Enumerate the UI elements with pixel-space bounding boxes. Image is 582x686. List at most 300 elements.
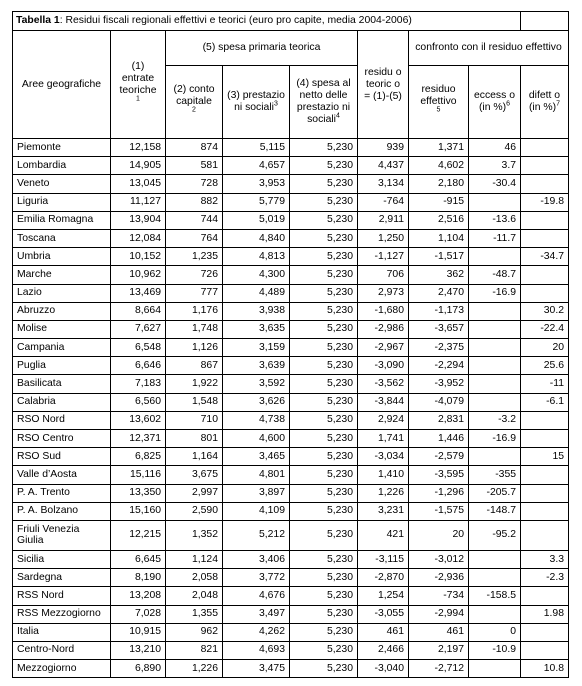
cell-residuo-effettivo: 362 [409,266,469,284]
cell-residuo-teorico: -3,115 [358,550,409,568]
row-area-name: P. A. Bolzano [13,502,111,520]
cell-residuo-effettivo: -3,657 [409,320,469,338]
cell-eccesso: -355 [469,466,521,484]
cell-prestazioni: 4,738 [223,411,290,429]
table-row [13,375,569,393]
cell-difetto [521,623,569,641]
header-difetto-note: 7 [556,100,561,108]
cell-difetto: -19.8 [521,193,569,211]
cell-eccesso [469,448,521,466]
cell-residuo-effettivo: 1,446 [409,430,469,448]
cell-eccesso [469,339,521,357]
header-entrate-note: 1 [136,95,140,103]
cell-residuo-effettivo: 1,104 [409,229,469,247]
cell-residuo-effettivo: 2,197 [409,641,469,659]
header-eccesso-note: 6 [506,100,511,108]
cell-residuo-teorico: 706 [358,266,409,284]
header-netto-note: 4 [335,112,340,120]
cell-eccesso: -3.2 [469,411,521,429]
cell-residuo-teorico: 1,410 [358,466,409,484]
table-row [13,157,569,175]
header-difetto-label: difett o (in %) [528,90,561,113]
table-row [13,229,569,247]
cell-conto-capitale: 2,048 [166,587,223,605]
cell-conto-capitale: 777 [166,284,223,302]
cell-eccesso [469,660,521,678]
cell-conto-capitale: 1,176 [166,302,223,320]
cell-difetto: -11 [521,375,569,393]
table-row [13,357,569,375]
cell-conto-capitale: 962 [166,623,223,641]
table-body [13,139,569,678]
cell-conto-capitale: 1,164 [166,448,223,466]
cell-residuo-effettivo: 2,470 [409,284,469,302]
cell-entrate: 13,210 [111,641,166,659]
table-title-label: Tabella 1 [16,15,60,26]
cell-spesa-netto: 5,230 [290,623,358,641]
cell-conto-capitale: 1,226 [166,660,223,678]
cell-residuo-teorico: 1,226 [358,484,409,502]
cell-entrate: 6,548 [111,339,166,357]
cell-residuo-effettivo: 2,831 [409,411,469,429]
cell-eccesso: -95.2 [469,520,521,550]
cell-spesa-netto: 5,230 [290,211,358,229]
cell-eccesso: 0 [469,623,521,641]
cell-spesa-netto: 5,230 [290,569,358,587]
cell-conto-capitale: 744 [166,211,223,229]
row-area-name: Piemonte [13,139,111,157]
cell-residuo-teorico: 3,134 [358,175,409,193]
cell-difetto [521,229,569,247]
cell-residuo-teorico: -3,034 [358,448,409,466]
cell-difetto [521,641,569,659]
row-area-name: Sicilia [13,550,111,568]
cell-prestazioni: 3,497 [223,605,290,623]
cell-residuo-teorico: 939 [358,139,409,157]
cell-spesa-netto: 5,230 [290,302,358,320]
cell-difetto: -22.4 [521,320,569,338]
cell-conto-capitale: 710 [166,411,223,429]
cell-difetto [521,502,569,520]
header-aree-label: Aree geografiche [21,78,102,90]
row-area-name: RSO Nord [13,411,111,429]
cell-eccesso [469,248,521,266]
cell-residuo-effettivo: -1,575 [409,502,469,520]
cell-residuo-teorico: 1,250 [358,229,409,247]
cell-conto-capitale: 821 [166,641,223,659]
table-row [13,248,569,266]
cell-spesa-netto: 5,230 [290,484,358,502]
cell-entrate: 6,825 [111,448,166,466]
cell-spesa-netto: 5,230 [290,466,358,484]
table-row [13,484,569,502]
table-container [12,11,569,678]
title-empty-cell [521,12,569,31]
cell-difetto [521,520,569,550]
header-entrate-label: (1) entrate teoriche [119,60,157,96]
cell-residuo-effettivo: -1,173 [409,302,469,320]
cell-eccesso [469,605,521,623]
cell-residuo-effettivo: 2,516 [409,211,469,229]
table-row [13,660,569,678]
row-area-name: Italia [13,623,111,641]
cell-prestazioni: 3,626 [223,393,290,411]
row-area-name: RSS Nord [13,587,111,605]
header-residuo-teorico-label: residu o teoric o = (1)-(5) [364,66,402,102]
row-area-name: Calabria [13,393,111,411]
cell-residuo-effettivo: 20 [409,520,469,550]
cell-difetto [521,587,569,605]
cell-prestazioni: 5,779 [223,193,290,211]
cell-prestazioni: 3,897 [223,484,290,502]
cell-prestazioni: 3,406 [223,550,290,568]
cell-entrate: 6,890 [111,660,166,678]
cell-residuo-effettivo: -2,712 [409,660,469,678]
cell-residuo-teorico: 1,741 [358,430,409,448]
cell-eccesso: -148.7 [469,502,521,520]
header-residuo-effettivo [409,66,469,139]
cell-residuo-effettivo: -2,579 [409,448,469,466]
cell-prestazioni: 3,639 [223,357,290,375]
cell-entrate: 8,190 [111,569,166,587]
cell-entrate: 12,371 [111,430,166,448]
header-eccesso-label: eccess o (in %) [473,90,515,113]
cell-spesa-netto: 5,230 [290,411,358,429]
cell-prestazioni: 4,840 [223,229,290,247]
header-residuo-teorico [358,31,409,139]
table-row [13,339,569,357]
cell-residuo-teorico: -1,680 [358,302,409,320]
cell-eccesso [469,550,521,568]
cell-entrate: 6,645 [111,550,166,568]
cell-conto-capitale: 801 [166,430,223,448]
header-prestazioni [223,66,290,139]
cell-prestazioni: 4,801 [223,466,290,484]
cell-residuo-effettivo: -2,294 [409,357,469,375]
cell-spesa-netto: 5,230 [290,430,358,448]
row-area-name: Mezzogiorno [13,660,111,678]
cell-residuo-teorico: -2,967 [358,339,409,357]
row-area-name: Abruzzo [13,302,111,320]
cell-difetto: 1.98 [521,605,569,623]
row-area-name: Marche [13,266,111,284]
cell-difetto: 20 [521,339,569,357]
cell-eccesso: -11.7 [469,229,521,247]
table-row [13,393,569,411]
cell-prestazioni: 3,475 [223,660,290,678]
cell-spesa-netto: 5,230 [290,448,358,466]
cell-conto-capitale: 1,126 [166,339,223,357]
cell-conto-capitale: 581 [166,157,223,175]
cell-residuo-teorico: -2,870 [358,569,409,587]
row-area-name: RSO Sud [13,448,111,466]
cell-eccesso: 3.7 [469,157,521,175]
cell-residuo-effettivo: -1,517 [409,248,469,266]
cell-residuo-teorico: -3,090 [358,357,409,375]
cell-spesa-netto: 5,230 [290,375,358,393]
cell-difetto [521,139,569,157]
cell-eccesso [469,357,521,375]
cell-conto-capitale: 867 [166,357,223,375]
cell-residuo-teorico: -3,040 [358,660,409,678]
cell-entrate: 7,183 [111,375,166,393]
table-row [13,448,569,466]
cell-difetto: -6.1 [521,393,569,411]
cell-entrate: 14,905 [111,157,166,175]
cell-residuo-effettivo: 461 [409,623,469,641]
cell-difetto [521,411,569,429]
cell-spesa-netto: 5,230 [290,175,358,193]
cell-residuo-teorico: 2,924 [358,411,409,429]
cell-spesa-netto: 5,230 [290,157,358,175]
cell-prestazioni: 4,262 [223,623,290,641]
cell-eccesso: 46 [469,139,521,157]
cell-eccesso [469,393,521,411]
cell-difetto [521,175,569,193]
cell-eccesso: -30.4 [469,175,521,193]
cell-prestazioni: 5,212 [223,520,290,550]
cell-prestazioni: 4,813 [223,248,290,266]
cell-residuo-effettivo: 4,602 [409,157,469,175]
cell-residuo-effettivo: -734 [409,587,469,605]
cell-difetto [521,284,569,302]
table-row [13,284,569,302]
table-row [13,502,569,520]
row-area-name: Centro-Nord [13,641,111,659]
cell-eccesso [469,302,521,320]
fiscal-residuals-table [12,11,569,678]
table-row [13,569,569,587]
header-netto-label: (4) spesa al netto delle prestazio ni sociali [296,78,351,125]
table-row [13,139,569,157]
cell-conto-capitale: 1,124 [166,550,223,568]
cell-spesa-netto: 5,230 [290,266,358,284]
cell-spesa-netto: 5,230 [290,393,358,411]
cell-entrate: 10,962 [111,266,166,284]
cell-entrate: 6,560 [111,393,166,411]
cell-eccesso: -16.9 [469,284,521,302]
table-row [13,175,569,193]
table-row [13,302,569,320]
header-netto [290,66,358,139]
cell-prestazioni: 4,693 [223,641,290,659]
cell-eccesso: -205.7 [469,484,521,502]
cell-prestazioni: 5,115 [223,139,290,157]
row-area-name: Emilia Romagna [13,211,111,229]
cell-prestazioni: 3,592 [223,375,290,393]
cell-residuo-effettivo: -4,079 [409,393,469,411]
row-area-name: Campania [13,339,111,357]
cell-entrate: 8,664 [111,302,166,320]
cell-residuo-effettivo: 1,371 [409,139,469,157]
row-area-name: Puglia [13,357,111,375]
cell-residuo-effettivo: -3,595 [409,466,469,484]
cell-residuo-teorico: 4,437 [358,157,409,175]
table-row [13,430,569,448]
table-row [13,320,569,338]
table-row [13,266,569,284]
cell-eccesso [469,320,521,338]
cell-residuo-effettivo: -2,936 [409,569,469,587]
cell-spesa-netto: 5,230 [290,502,358,520]
cell-spesa-netto: 5,230 [290,660,358,678]
cell-conto-capitale: 1,748 [166,320,223,338]
table-row [13,623,569,641]
header-entrate [111,31,166,139]
row-area-name: Basilicata [13,375,111,393]
cell-difetto: 10.8 [521,660,569,678]
cell-residuo-teorico: -1,127 [358,248,409,266]
row-area-name: Friuli Venezia Giulia [13,520,111,550]
cell-prestazioni: 3,953 [223,175,290,193]
cell-conto-capitale: 3,675 [166,466,223,484]
cell-eccesso [469,569,521,587]
cell-spesa-netto: 5,230 [290,357,358,375]
cell-conto-capitale: 1,235 [166,248,223,266]
cell-spesa-netto: 5,230 [290,587,358,605]
table-row [13,587,569,605]
cell-residuo-effettivo: -3,012 [409,550,469,568]
cell-prestazioni: 4,657 [223,157,290,175]
header-eccesso [469,66,521,139]
cell-residuo-teorico: 421 [358,520,409,550]
row-area-name: Toscana [13,229,111,247]
cell-residuo-effettivo: -2,994 [409,605,469,623]
cell-entrate: 10,915 [111,623,166,641]
row-area-name: Liguria [13,193,111,211]
cell-entrate: 6,646 [111,357,166,375]
row-area-name: Umbria [13,248,111,266]
cell-residuo-effettivo: -2,375 [409,339,469,357]
cell-entrate: 13,602 [111,411,166,429]
cell-eccesso: -158.5 [469,587,521,605]
cell-entrate: 15,116 [111,466,166,484]
table-title [13,12,521,31]
cell-residuo-teorico: -3,562 [358,375,409,393]
cell-entrate: 12,158 [111,139,166,157]
cell-spesa-netto: 5,230 [290,605,358,623]
cell-conto-capitale: 1,548 [166,393,223,411]
header-conto-note: 2 [192,106,196,114]
cell-prestazioni: 3,465 [223,448,290,466]
cell-entrate: 15,160 [111,502,166,520]
cell-entrate: 10,152 [111,248,166,266]
table-row [13,466,569,484]
cell-residuo-teorico: -3,844 [358,393,409,411]
header-prestazioni-note: 3 [273,100,278,108]
cell-eccesso: -48.7 [469,266,521,284]
row-area-name: RSO Centro [13,430,111,448]
header-conto [166,66,223,139]
header-difetto [521,66,569,139]
cell-prestazioni: 3,938 [223,302,290,320]
cell-residuo-teorico: 2,911 [358,211,409,229]
cell-residuo-teorico: 2,466 [358,641,409,659]
header-aree [13,31,111,139]
cell-prestazioni: 3,159 [223,339,290,357]
cell-entrate: 13,208 [111,587,166,605]
cell-spesa-netto: 5,230 [290,641,358,659]
cell-entrate: 7,028 [111,605,166,623]
table-row [13,411,569,429]
header-spesa-group-label: (5) spesa primaria teorica [202,42,321,53]
cell-conto-capitale: 2,997 [166,484,223,502]
row-area-name: RSS Mezzogiorno [13,605,111,623]
cell-spesa-netto: 5,230 [290,248,358,266]
cell-difetto: 15 [521,448,569,466]
cell-entrate: 13,350 [111,484,166,502]
header-confronto-group-label: confronto con il residuo effettivo [415,42,562,53]
cell-eccesso: -10.9 [469,641,521,659]
table-row [13,605,569,623]
cell-prestazioni: 4,600 [223,430,290,448]
table-row [13,211,569,229]
cell-conto-capitale: 1,922 [166,375,223,393]
cell-residuo-effettivo: 2,180 [409,175,469,193]
cell-spesa-netto: 5,230 [290,339,358,357]
row-area-name: Lazio [13,284,111,302]
cell-prestazioni: 3,635 [223,320,290,338]
cell-entrate: 13,469 [111,284,166,302]
cell-conto-capitale: 728 [166,175,223,193]
cell-residuo-teorico: 2,973 [358,284,409,302]
cell-prestazioni: 4,109 [223,502,290,520]
cell-difetto: -2.3 [521,569,569,587]
cell-entrate: 11,127 [111,193,166,211]
cell-conto-capitale: 1,352 [166,520,223,550]
cell-difetto [521,266,569,284]
cell-eccesso [469,375,521,393]
cell-residuo-teorico: 461 [358,623,409,641]
cell-spesa-netto: 5,230 [290,193,358,211]
cell-difetto: 3.3 [521,550,569,568]
cell-conto-capitale: 1,355 [166,605,223,623]
cell-difetto [521,466,569,484]
table-row [13,641,569,659]
cell-difetto [521,430,569,448]
cell-difetto [521,211,569,229]
cell-prestazioni: 5,019 [223,211,290,229]
table-title-text: : Residui fiscali regionali effettivi e teorici (euro pro capite, media 2004-2006) [59,15,412,26]
header-residuo-effettivo-note: 5 [436,106,441,114]
row-area-name: Veneto [13,175,111,193]
cell-residuo-teorico: 1,254 [358,587,409,605]
cell-spesa-netto: 5,230 [290,520,358,550]
header-conto-label: (2) conto capitale [173,84,215,107]
cell-prestazioni: 4,489 [223,284,290,302]
header-residuo-effettivo-label: residuo effettivo [420,84,457,107]
cell-residuo-effettivo: -915 [409,193,469,211]
cell-eccesso [469,193,521,211]
cell-conto-capitale: 764 [166,229,223,247]
table-row [13,520,569,550]
cell-difetto [521,484,569,502]
row-area-name: Molise [13,320,111,338]
row-area-name: Valle d’Aosta [13,466,111,484]
cell-difetto [521,157,569,175]
cell-conto-capitale: 874 [166,139,223,157]
cell-eccesso: -16.9 [469,430,521,448]
cell-spesa-netto: 5,230 [290,320,358,338]
cell-difetto: 30.2 [521,302,569,320]
cell-spesa-netto: 5,230 [290,284,358,302]
table-row [13,550,569,568]
cell-eccesso: -13.6 [469,211,521,229]
table-row [13,193,569,211]
header-prestazioni-label: (3) prestazio ni sociali [227,90,285,113]
row-area-name: Sardegna [13,569,111,587]
row-area-name: P. A. Trento [13,484,111,502]
